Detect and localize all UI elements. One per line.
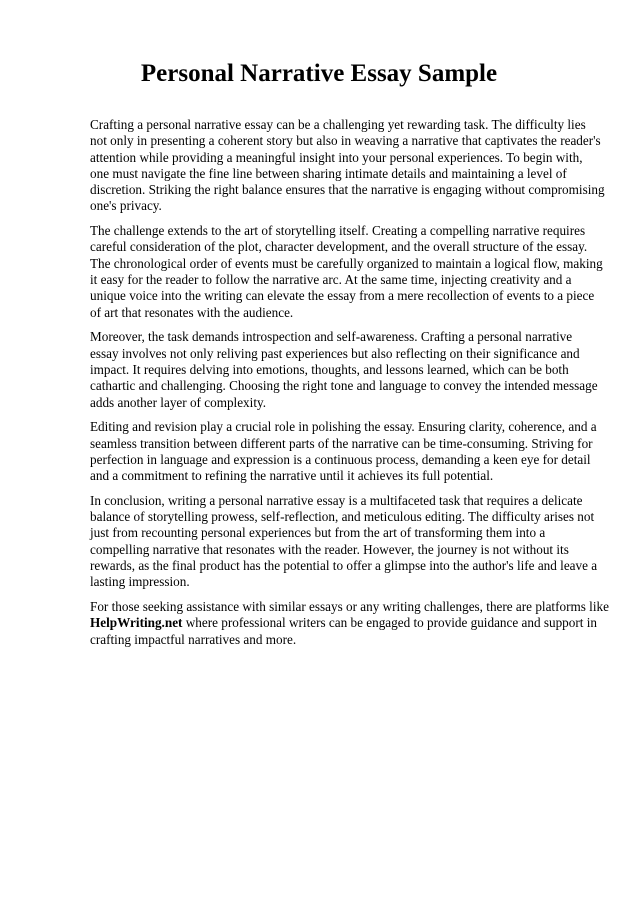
text-line: just from recounting personal experiences but from the art of transforming them into a [90, 525, 546, 541]
text-line: Moreover, the task demands introspection and self-awareness. Crafting a personal narrative [90, 329, 573, 345]
brand-name: HelpWriting.net [90, 615, 183, 631]
paragraph-1 [90, 117, 605, 215]
text-line: The challenge extends to the art of storytelling itself. Creating a compelling narrative requires [90, 223, 586, 239]
page-title: Personal Narrative Essay Sample [140, 60, 498, 87]
text-line: adds another layer of complexity. [90, 394, 267, 410]
paragraph-5 [90, 493, 600, 591]
text-line: crafting impactful narratives and more. [90, 631, 297, 647]
text-line: compelling narrative that resonates with the reader. However, the journey is not without its [90, 541, 569, 557]
text-line: Crafting a personal narrative essay can be a challenging yet rewarding task. The difficulty lies [90, 117, 586, 132]
text-line: essay involves not only reliving past experiences but also reflecting on their significance and [90, 345, 580, 361]
text-line: one must navigate the fine line between sharing intimate details and maintaining a level of [90, 165, 567, 181]
essay-body [90, 117, 609, 656]
text-line: Editing and revision play a crucial role in polishing the essay. Ensuring clarity, coherence, and a [90, 419, 597, 435]
text-line: one's privacy. [90, 198, 162, 214]
text-line: The chronological order of events must be carefully organized to maintain a logical flow, making [90, 255, 603, 271]
text-line: not only in presenting a coherent story but also in weaving a narrative that captivates the reader's [90, 133, 601, 149]
paragraph-4 [90, 419, 600, 484]
text-line: of art that resonates with the audience. [90, 304, 294, 320]
text-line: In conclusion, writing a personal narrative essay is a multifaceted task that requires a delicate [90, 492, 583, 508]
text-line: it easy for the reader to follow the narrative arc. At the same time, injecting creativity and a [90, 272, 572, 288]
text-line: seamless transition between different parts of the narrative can be time-consuming. Striving for [90, 435, 593, 451]
text-line: attention while providing a meaningful insight into your personal experiences. To begin with, [90, 149, 583, 165]
text-line: unique voice into the writing can elevate the essay from a mere recollection of events to a piece [90, 288, 595, 304]
text-line: For those seeking assistance with similar essays or any writing challenges, there are platforms like [90, 598, 609, 614]
paragraph-closing [90, 598, 609, 648]
text-segment: where professional writers can be engaged to provide guidance and support in [182, 615, 597, 631]
text-line: and a commitment to refining the narrative until it achieves its full potential. [90, 468, 494, 484]
text-line: cathartic and challenging. Choosing the right tone and language to convey the intended message [90, 378, 598, 394]
paragraph-3 [90, 329, 600, 410]
text-line: lasting impression. [90, 574, 190, 590]
text-line: balance of storytelling prowess, self-reflection, and meticulous editing. The difficulty arises not [90, 509, 595, 525]
text-line: discretion. Striking the right balance ensures that the narrative is engaging without compromising [90, 182, 605, 198]
text-line: perfection in language and expression is a continuous process, demanding a keen eye for detail [90, 451, 591, 467]
text-line: impact. It requires delving into emotions, thoughts, and lessons learned, which can be both [90, 361, 569, 377]
paragraph-2 [90, 223, 603, 321]
text-line [90, 615, 600, 631]
text-line: careful consideration of the plot, character development, and the overall structure of the essay. [90, 239, 588, 255]
text-line: rewards, as the final product has the potential to offer a glimpse into the author's life and leave a [90, 557, 598, 573]
